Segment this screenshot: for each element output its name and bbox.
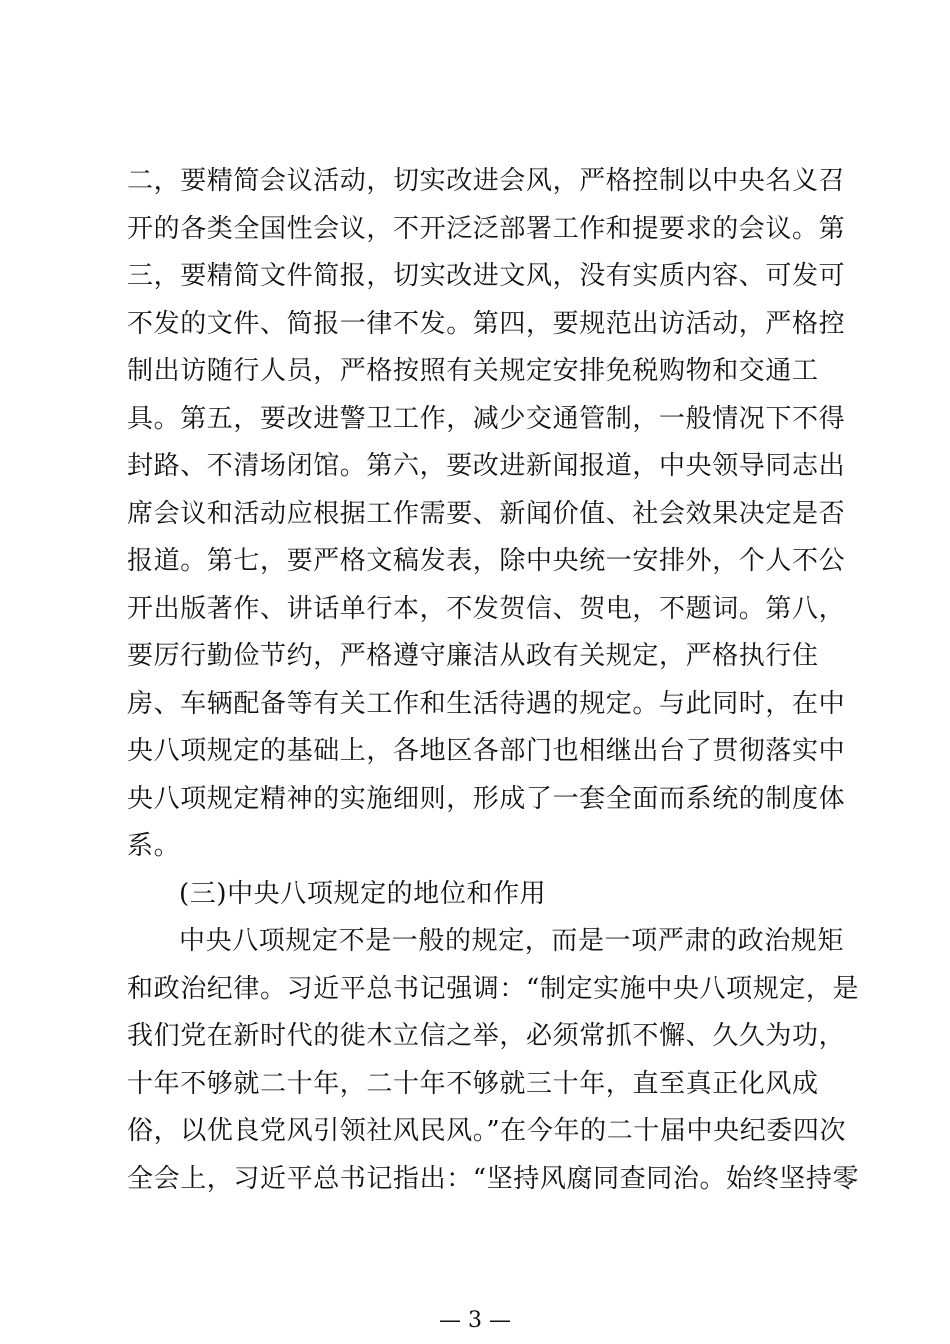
- text-line: 我们党在新时代的徙木立信之举，必须常抓不懈、久久为功，: [127, 1021, 846, 1051]
- text-line: 三，要精简文件简报，切实改进文风，没有实质内容、可发可: [127, 261, 846, 291]
- text-line: 报道。第七，要严格文稿发表，除中央统一安排外，个人不公: [127, 546, 846, 576]
- text-line: 十年不够就二十年，二十年不够就三十年，直至真正化风成: [127, 1068, 819, 1099]
- text-line: 封路、不清场闭馆。第六，要改进新闻报道，中央领导同志出: [127, 451, 846, 481]
- text-line: 二，要精简会议活动，切实改进会风，严格控制以中央名义召: [127, 166, 846, 196]
- text-line: 开的各类全国性会议，不开泛泛部署工作和提要求的会议。第: [127, 213, 846, 244]
- page-number: — 3 —: [439, 1308, 511, 1333]
- section-heading: (三)中央八项规定的地位和作用: [179, 878, 547, 909]
- text-line: 全会上，习近平总书记指出：“坚持风腐同查同治。始终坚持零: [127, 1163, 860, 1194]
- text-line: 系。: [127, 831, 181, 861]
- text-line: 要厉行勤俭节约，严格遵守廉洁从政有关规定，严格执行住: [127, 641, 819, 671]
- text-line: 具。第五，要改进警卫工作，减少交通管制，一般情况下不得: [127, 403, 846, 434]
- text-line: 和政治纪律。习近平总书记强调：“制定实施中央八项规定，是: [127, 973, 860, 1004]
- text-line: 开出版著作、讲话单行本，不发贺信、贺电，不题词。第八，: [127, 593, 846, 624]
- text-line: 央八项规定精神的实施细则，形成了一套全面而系统的制度体: [127, 783, 846, 814]
- text-line: 房、车辆配备等有关工作和生活待遇的规定。与此同时，在中: [127, 688, 846, 719]
- text-line: 不发的文件、简报一律不发。第四，要规范出访活动，严格控: [127, 308, 846, 339]
- body-text: [127, 158, 860, 1203]
- text-line: 中央八项规定不是一般的规定，而是一项严肃的政治规矩: [179, 926, 845, 956]
- text-line: 俗，以优良党风引领社风民风。”在今年的二十届中央纪委四次: [127, 1116, 847, 1146]
- text-line: 制出访随行人员，严格按照有关规定安排免税购物和交通工: [127, 356, 819, 386]
- text-line: 席会议和活动应根据工作需要、新闻价值、社会效果决定是否: [127, 498, 846, 529]
- text-line: 央八项规定的基础上，各地区各部门也相继出台了贯彻落实中: [127, 736, 846, 766]
